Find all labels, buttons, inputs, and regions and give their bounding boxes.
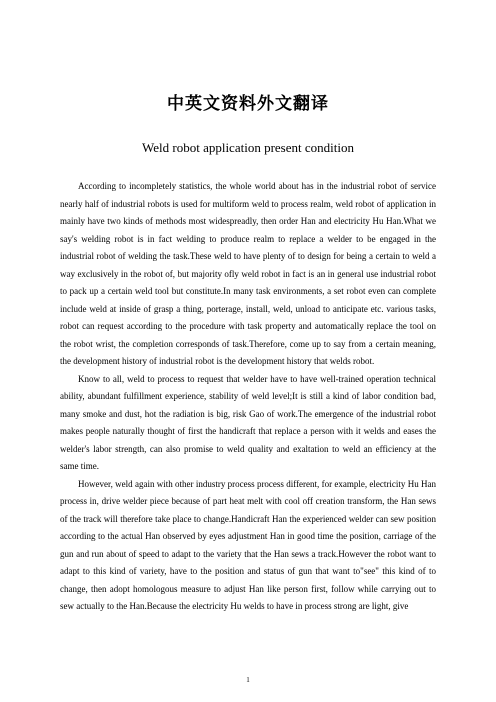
page-number: 1 [246, 676, 250, 684]
body-text [60, 178, 436, 616]
paragraph: According to incompletely statistics, the whole world about has in the industrial robot of service nearly half of industrial robots is used for multiform weld to process realm, weld robot of application in mainly have two kinds of methods most widespreadly, then order Han and electricity Hu Han.What we say's welding robot is in fact welding to produce realm to replace a welder to be engaged in the industrial robot of welding the task.These weld to have plenty of to design for being a certain to weld a way exclusively in the robot of, but majority ofly weld robot in fact is an in general use industrial robot to pack up a certain weld tool but constitute.In many task environments, a set robot even can complete include weld at inside of grasp a thing, porterage, install, weld, unload to anticipate etc. various tasks, robot can request according to the procedure with task property and automatically replace the tool on the robot wrist, the completion corresponds of task.Therefore, come up to say from a certain meaning, the development history of industrial robot is the development history that welds robot. [60, 181, 436, 366]
paragraph: Know to all, weld to process to request that welder have to have well-trained operation technical ability, abundant fulfillment experience, stability of weld level;It is still a kind of labor condition bad, many smoke and dust, hot the radiation is big, risk Gao of work.The emergence of the industrial robot makes people naturally thought of first the handicraft that replace a person with it welds and eases the welder's labor strength, can also promise to weld quality and exaltation to weld an efficiency at the same time. [60, 373, 436, 471]
english-title: Weld robot application present condition [142, 140, 354, 155]
paragraph: However, weld again with other industry process process different, for example, electricity Hu Han process in, drive welder piece because of part heat melt with cool off creation transform, the Han sews of the track will therefore take place to change.Handicraft Han the experienced welder can sew position according to the actual Han observed by eyes adjustment Han in good time the position, carriage of the gun and run about of speed to adapt to the variety that the Han sews a track.However the robot want to adapt to this kind of variety, have to the position and status of gun that want to"see" this kind of to change, then adopt homologous measure to adjust Han like person first, follow while carrying out to sew actually to the Han.Because the electricity Hu welds to have in process strong are light, give [60, 478, 436, 611]
chinese-title: 中英文资料外文翻译 [167, 94, 329, 114]
